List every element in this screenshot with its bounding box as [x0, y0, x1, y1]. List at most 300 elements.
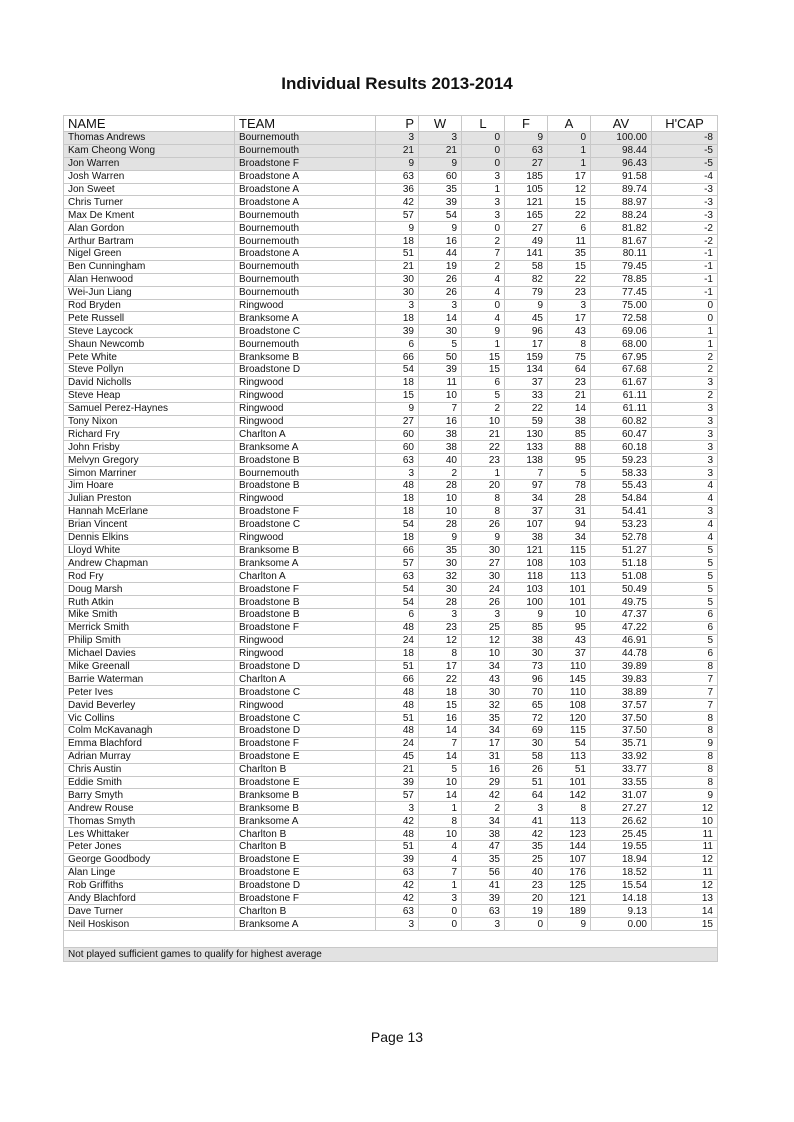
against-cell: 78: [548, 480, 591, 493]
handicap-cell: 5: [652, 583, 718, 596]
won-cell: 10: [419, 505, 462, 518]
lost-cell: 4: [462, 312, 505, 325]
won-cell: 9: [419, 222, 462, 235]
team-name-cell: Broadstone A: [235, 183, 376, 196]
played-cell: 9: [376, 222, 419, 235]
lost-cell: 35: [462, 712, 505, 725]
for-cell: 30: [505, 647, 548, 660]
average-cell: 47.22: [591, 621, 652, 634]
col-header-p: P: [376, 116, 419, 132]
average-cell: 47.37: [591, 608, 652, 621]
for-cell: 63: [505, 144, 548, 157]
against-cell: 107: [548, 853, 591, 866]
played-cell: 9: [376, 157, 419, 170]
team-name-cell: Charlton A: [235, 673, 376, 686]
against-cell: 3: [548, 299, 591, 312]
table-row: [64, 351, 718, 364]
average-cell: 77.45: [591, 286, 652, 299]
won-cell: 39: [419, 196, 462, 209]
for-cell: 72: [505, 712, 548, 725]
lost-cell: 1: [462, 338, 505, 351]
against-cell: 8: [548, 338, 591, 351]
against-cell: 85: [548, 428, 591, 441]
for-cell: 40: [505, 866, 548, 879]
won-cell: 30: [419, 557, 462, 570]
average-cell: 54.41: [591, 505, 652, 518]
against-cell: 37: [548, 647, 591, 660]
lost-cell: 34: [462, 724, 505, 737]
average-cell: 67.95: [591, 351, 652, 364]
player-name-cell: Adrian Murray: [64, 750, 235, 763]
player-name-cell: Emma Blachford: [64, 737, 235, 750]
average-cell: 33.55: [591, 776, 652, 789]
played-cell: 18: [376, 505, 419, 518]
against-cell: 15: [548, 260, 591, 273]
handicap-cell: -3: [652, 209, 718, 222]
handicap-cell: 6: [652, 621, 718, 634]
average-cell: 81.82: [591, 222, 652, 235]
lost-cell: 1: [462, 467, 505, 480]
lost-cell: 3: [462, 608, 505, 621]
against-cell: 101: [548, 583, 591, 596]
for-cell: 64: [505, 789, 548, 802]
played-cell: 63: [376, 454, 419, 467]
won-cell: 4: [419, 840, 462, 853]
average-cell: 39.83: [591, 673, 652, 686]
against-cell: 115: [548, 544, 591, 557]
team-name-cell: Broadstone E: [235, 776, 376, 789]
played-cell: 51: [376, 660, 419, 673]
average-cell: 61.11: [591, 402, 652, 415]
col-header-av: AV: [591, 116, 652, 132]
average-cell: 60.47: [591, 428, 652, 441]
for-cell: 49: [505, 235, 548, 248]
for-cell: 38: [505, 531, 548, 544]
for-cell: 33: [505, 389, 548, 402]
team-name-cell: Broadstone D: [235, 724, 376, 737]
average-cell: 25.45: [591, 828, 652, 841]
against-cell: 11: [548, 235, 591, 248]
won-cell: 10: [419, 776, 462, 789]
average-cell: 37.50: [591, 712, 652, 725]
player-name-cell: Pete White: [64, 351, 235, 364]
won-cell: 19: [419, 260, 462, 273]
against-cell: 145: [548, 673, 591, 686]
for-cell: 34: [505, 492, 548, 505]
for-cell: 134: [505, 364, 548, 377]
lost-cell: 2: [462, 802, 505, 815]
handicap-cell: 3: [652, 441, 718, 454]
team-name-cell: Broadstone E: [235, 750, 376, 763]
player-name-cell: Tony Nixon: [64, 415, 235, 428]
lost-cell: 20: [462, 480, 505, 493]
against-cell: 22: [548, 273, 591, 286]
lost-cell: 26: [462, 518, 505, 531]
player-name-cell: Chris Austin: [64, 763, 235, 776]
lost-cell: 0: [462, 222, 505, 235]
team-name-cell: Branksome A: [235, 441, 376, 454]
won-cell: 0: [419, 905, 462, 918]
against-cell: 144: [548, 840, 591, 853]
played-cell: 66: [376, 544, 419, 557]
lost-cell: 31: [462, 750, 505, 763]
played-cell: 42: [376, 892, 419, 905]
for-cell: 165: [505, 209, 548, 222]
won-cell: 50: [419, 351, 462, 364]
against-cell: 75: [548, 351, 591, 364]
lost-cell: 9: [462, 531, 505, 544]
against-cell: 142: [548, 789, 591, 802]
handicap-cell: -8: [652, 132, 718, 145]
team-name-cell: Broadstone C: [235, 518, 376, 531]
won-cell: 4: [419, 853, 462, 866]
team-name-cell: Broadstone C: [235, 712, 376, 725]
table-row: [64, 699, 718, 712]
played-cell: 48: [376, 699, 419, 712]
won-cell: 16: [419, 235, 462, 248]
team-name-cell: Ringwood: [235, 402, 376, 415]
table-row: [64, 828, 718, 841]
table-row: [64, 763, 718, 776]
lost-cell: 23: [462, 454, 505, 467]
for-cell: 26: [505, 763, 548, 776]
won-cell: 44: [419, 248, 462, 261]
won-cell: 10: [419, 828, 462, 841]
player-name-cell: Andrew Rouse: [64, 802, 235, 815]
team-name-cell: Broadstone F: [235, 157, 376, 170]
handicap-cell: 3: [652, 467, 718, 480]
table-row: [64, 312, 718, 325]
won-cell: 38: [419, 428, 462, 441]
table-row: [64, 389, 718, 402]
played-cell: 30: [376, 286, 419, 299]
played-cell: 39: [376, 776, 419, 789]
against-cell: 121: [548, 892, 591, 905]
player-name-cell: Barrie Waterman: [64, 673, 235, 686]
for-cell: 103: [505, 583, 548, 596]
average-cell: 51.08: [591, 570, 652, 583]
played-cell: 54: [376, 583, 419, 596]
team-name-cell: Ringwood: [235, 376, 376, 389]
won-cell: 15: [419, 699, 462, 712]
table-row: [64, 299, 718, 312]
table-row: [64, 364, 718, 377]
played-cell: 54: [376, 364, 419, 377]
handicap-cell: 11: [652, 828, 718, 841]
played-cell: 3: [376, 918, 419, 931]
table-row: [64, 892, 718, 905]
player-name-cell: Eddie Smith: [64, 776, 235, 789]
handicap-cell: -1: [652, 273, 718, 286]
table-row: [64, 712, 718, 725]
played-cell: 18: [376, 647, 419, 660]
won-cell: 0: [419, 918, 462, 931]
player-name-cell: Jon Warren: [64, 157, 235, 170]
against-cell: 51: [548, 763, 591, 776]
table-row: [64, 840, 718, 853]
team-name-cell: Broadstone F: [235, 737, 376, 750]
lost-cell: 0: [462, 132, 505, 145]
handicap-cell: 8: [652, 660, 718, 673]
won-cell: 28: [419, 480, 462, 493]
team-name-cell: Ringwood: [235, 531, 376, 544]
team-name-cell: Branksome A: [235, 557, 376, 570]
played-cell: 15: [376, 389, 419, 402]
for-cell: 3: [505, 802, 548, 815]
for-cell: 7: [505, 467, 548, 480]
won-cell: 40: [419, 454, 462, 467]
average-cell: 60.82: [591, 415, 652, 428]
for-cell: 9: [505, 608, 548, 621]
average-cell: 67.68: [591, 364, 652, 377]
lost-cell: 39: [462, 892, 505, 905]
average-cell: 52.78: [591, 531, 652, 544]
handicap-cell: -2: [652, 235, 718, 248]
lost-cell: 3: [462, 170, 505, 183]
table-row: [64, 544, 718, 557]
handicap-cell: -1: [652, 286, 718, 299]
player-name-cell: Wei-Jun Liang: [64, 286, 235, 299]
lost-cell: 30: [462, 570, 505, 583]
team-name-cell: Broadstone F: [235, 621, 376, 634]
handicap-cell: 0: [652, 312, 718, 325]
player-name-cell: Jim Hoare: [64, 480, 235, 493]
handicap-cell: -1: [652, 260, 718, 273]
against-cell: 35: [548, 248, 591, 261]
for-cell: 96: [505, 325, 548, 338]
player-name-cell: Steve Laycock: [64, 325, 235, 338]
team-name-cell: Broadstone B: [235, 454, 376, 467]
against-cell: 123: [548, 828, 591, 841]
average-cell: 81.67: [591, 235, 652, 248]
table-row: [64, 737, 718, 750]
against-cell: 101: [548, 776, 591, 789]
lost-cell: 27: [462, 557, 505, 570]
average-cell: 15.54: [591, 879, 652, 892]
team-name-cell: Broadstone C: [235, 325, 376, 338]
average-cell: 18.94: [591, 853, 652, 866]
won-cell: 26: [419, 273, 462, 286]
blank-row: [64, 931, 718, 948]
table-row: [64, 686, 718, 699]
average-cell: 35.71: [591, 737, 652, 750]
note-row: [64, 948, 718, 962]
handicap-cell: 7: [652, 673, 718, 686]
player-name-cell: Jon Sweet: [64, 183, 235, 196]
for-cell: 59: [505, 415, 548, 428]
played-cell: 3: [376, 802, 419, 815]
player-name-cell: Vic Collins: [64, 712, 235, 725]
table-row: [64, 286, 718, 299]
played-cell: 48: [376, 828, 419, 841]
played-cell: 54: [376, 596, 419, 609]
player-name-cell: Alan Henwood: [64, 273, 235, 286]
against-cell: 10: [548, 608, 591, 621]
average-cell: 14.18: [591, 892, 652, 905]
played-cell: 45: [376, 750, 419, 763]
lost-cell: 16: [462, 763, 505, 776]
handicap-cell: 4: [652, 518, 718, 531]
for-cell: 82: [505, 273, 548, 286]
lost-cell: 63: [462, 905, 505, 918]
col-header-f: F: [505, 116, 548, 132]
table-row: [64, 724, 718, 737]
team-name-cell: Ringwood: [235, 699, 376, 712]
handicap-cell: 8: [652, 712, 718, 725]
player-name-cell: Dave Turner: [64, 905, 235, 918]
played-cell: 63: [376, 170, 419, 183]
lost-cell: 0: [462, 144, 505, 157]
lost-cell: 56: [462, 866, 505, 879]
handicap-cell: -3: [652, 196, 718, 209]
played-cell: 18: [376, 376, 419, 389]
against-cell: 23: [548, 286, 591, 299]
for-cell: 42: [505, 828, 548, 841]
won-cell: 26: [419, 286, 462, 299]
player-name-cell: Max De Kment: [64, 209, 235, 222]
lost-cell: 6: [462, 376, 505, 389]
page-number: Page 13: [370, 1029, 424, 1045]
against-cell: 125: [548, 879, 591, 892]
handicap-cell: 13: [652, 892, 718, 905]
against-cell: 64: [548, 364, 591, 377]
average-cell: 37.50: [591, 724, 652, 737]
against-cell: 113: [548, 570, 591, 583]
played-cell: 36: [376, 183, 419, 196]
player-name-cell: Dennis Elkins: [64, 531, 235, 544]
won-cell: 35: [419, 544, 462, 557]
for-cell: 105: [505, 183, 548, 196]
lost-cell: 30: [462, 686, 505, 699]
player-name-cell: Rod Bryden: [64, 299, 235, 312]
for-cell: 97: [505, 480, 548, 493]
lost-cell: 0: [462, 157, 505, 170]
team-name-cell: Bournemouth: [235, 132, 376, 145]
player-name-cell: John Frisby: [64, 441, 235, 454]
won-cell: 3: [419, 608, 462, 621]
for-cell: 100: [505, 596, 548, 609]
won-cell: 14: [419, 724, 462, 737]
player-name-cell: Josh Warren: [64, 170, 235, 183]
won-cell: 14: [419, 750, 462, 763]
lost-cell: 8: [462, 492, 505, 505]
lost-cell: 15: [462, 364, 505, 377]
team-name-cell: Charlton B: [235, 840, 376, 853]
played-cell: 42: [376, 879, 419, 892]
table-row: [64, 157, 718, 170]
player-name-cell: Michael Davies: [64, 647, 235, 660]
average-cell: 72.58: [591, 312, 652, 325]
lost-cell: 2: [462, 260, 505, 273]
handicap-cell: 1: [652, 325, 718, 338]
lost-cell: 41: [462, 879, 505, 892]
table-row: [64, 325, 718, 338]
against-cell: 54: [548, 737, 591, 750]
table-row: [64, 879, 718, 892]
team-name-cell: Ringwood: [235, 634, 376, 647]
played-cell: 21: [376, 144, 419, 157]
handicap-cell: 3: [652, 454, 718, 467]
average-cell: 51.18: [591, 557, 652, 570]
won-cell: 60: [419, 170, 462, 183]
won-cell: 1: [419, 802, 462, 815]
for-cell: 138: [505, 454, 548, 467]
played-cell: 27: [376, 415, 419, 428]
average-cell: 33.77: [591, 763, 652, 776]
played-cell: 24: [376, 737, 419, 750]
lost-cell: 25: [462, 621, 505, 634]
team-name-cell: Broadstone A: [235, 170, 376, 183]
player-name-cell: Thomas Smyth: [64, 815, 235, 828]
handicap-cell: -4: [652, 170, 718, 183]
team-name-cell: Broadstone A: [235, 196, 376, 209]
team-name-cell: Bournemouth: [235, 144, 376, 157]
table-row: [64, 492, 718, 505]
played-cell: 51: [376, 712, 419, 725]
table-row: [64, 634, 718, 647]
against-cell: 95: [548, 621, 591, 634]
table-row: [64, 673, 718, 686]
handicap-cell: 7: [652, 686, 718, 699]
against-cell: 14: [548, 402, 591, 415]
against-cell: 6: [548, 222, 591, 235]
lost-cell: 3: [462, 918, 505, 931]
average-cell: 50.49: [591, 583, 652, 596]
won-cell: 3: [419, 892, 462, 905]
for-cell: 58: [505, 750, 548, 763]
team-name-cell: Bournemouth: [235, 235, 376, 248]
against-cell: 12: [548, 183, 591, 196]
table-row: [64, 570, 718, 583]
for-cell: 133: [505, 441, 548, 454]
team-name-cell: Charlton B: [235, 763, 376, 776]
player-name-cell: Brian Vincent: [64, 518, 235, 531]
won-cell: 38: [419, 441, 462, 454]
against-cell: 34: [548, 531, 591, 544]
team-name-cell: Broadstone E: [235, 866, 376, 879]
average-cell: 89.74: [591, 183, 652, 196]
against-cell: 110: [548, 660, 591, 673]
player-name-cell: Pete Russell: [64, 312, 235, 325]
table-row: [64, 853, 718, 866]
handicap-cell: 11: [652, 866, 718, 879]
table-row: [64, 660, 718, 673]
team-name-cell: Broadstone A: [235, 248, 376, 261]
played-cell: 18: [376, 312, 419, 325]
for-cell: 185: [505, 170, 548, 183]
against-cell: 15: [548, 196, 591, 209]
team-name-cell: Charlton A: [235, 428, 376, 441]
against-cell: 94: [548, 518, 591, 531]
lost-cell: 12: [462, 634, 505, 647]
team-name-cell: Ringwood: [235, 647, 376, 660]
average-cell: 75.00: [591, 299, 652, 312]
player-name-cell: Ben Cunningham: [64, 260, 235, 273]
table-row: [64, 815, 718, 828]
won-cell: 23: [419, 621, 462, 634]
team-name-cell: Broadstone D: [235, 879, 376, 892]
won-cell: 7: [419, 737, 462, 750]
played-cell: 60: [376, 441, 419, 454]
team-name-cell: Ringwood: [235, 415, 376, 428]
average-cell: 33.92: [591, 750, 652, 763]
lost-cell: 47: [462, 840, 505, 853]
won-cell: 9: [419, 531, 462, 544]
played-cell: 6: [376, 608, 419, 621]
for-cell: 37: [505, 376, 548, 389]
average-cell: 51.27: [591, 544, 652, 557]
for-cell: 30: [505, 737, 548, 750]
